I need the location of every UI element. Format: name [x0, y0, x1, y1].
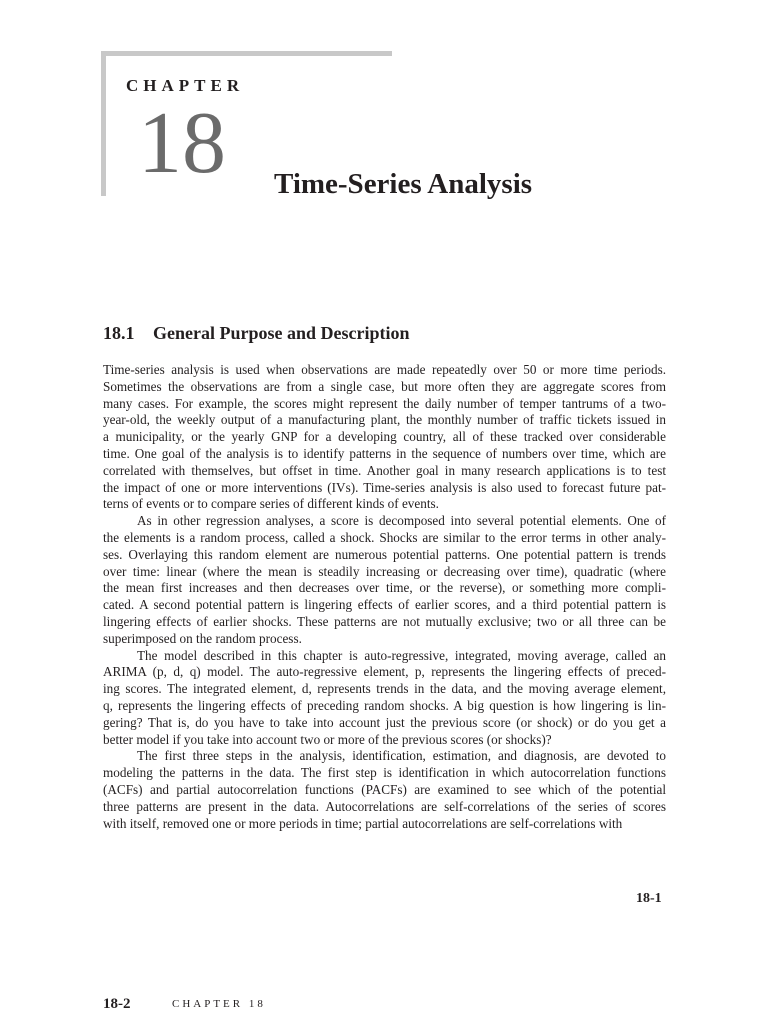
- paragraph: [103, 362, 666, 513]
- paragraph: [103, 648, 666, 749]
- footer-page-number: 18-2: [103, 996, 131, 1012]
- text-line: better model if you take into account two or more of the previous scores (or shocks)?: [103, 731, 552, 747]
- paragraph: [103, 748, 666, 832]
- footer-chapter-label: CHAPTER 18: [172, 998, 266, 1010]
- text-line: year-old, the weekly output of a manufacturing plant, the monthly number of traffic tickets issued in: [103, 412, 666, 428]
- text-line: terns of events or to compare series of different kinds of events.: [103, 496, 439, 512]
- chapter-bracket-top: [101, 51, 392, 56]
- paragraph: [103, 513, 666, 647]
- text-line: gering? That is, do you have to take into account just the previous score (or shock) or do you get a: [103, 714, 666, 730]
- chapter-title: Time-Series Analysis: [274, 168, 533, 200]
- text-line: over time: linear (where the mean is steadily increasing or decreasing over time), quadratic (where: [103, 563, 666, 579]
- text-line: ARIMA (p, d, q) model. The auto-regressive element, p, represents the lingering effects of preced-: [103, 664, 666, 680]
- text-line: modeling the patterns in the data. The first step is identification in which autocorrelation functions: [103, 765, 666, 781]
- section-heading: [103, 323, 410, 344]
- text-line: Time-series analysis is used when observations are made repeatedly over 50 or more time periods.: [103, 362, 666, 377]
- text-line: the mean first increases and then decreases over time, or the reverse), or something more compli-: [103, 580, 666, 596]
- text-line: ses. Overlaying this random element are numerous potential patterns. One potential pattern is trends: [103, 546, 666, 562]
- section-number: 18.1: [103, 323, 135, 343]
- text-line: the elements is a random process, called a shock. Shocks are similar to the error terms in other analy-: [103, 529, 666, 545]
- text-line: q, represents the lingering effects of preceding random shocks. A big question is how lingering is lin-: [103, 697, 666, 713]
- text-line: The first three steps in the analysis, identification, estimation, and diagnosis, are devoted to: [137, 748, 666, 764]
- section-title: General Purpose and Description: [153, 323, 410, 343]
- text-line: with itself, removed one or more periods in time; partial autocorrelations are self-correlations with: [103, 815, 623, 831]
- text-line: lingering effects of earlier shocks. These patterns are not mutually exclusive; two or all three can be: [103, 613, 666, 629]
- text-line: ing scores. The integrated element, d, represents trends in the data, and the moving average element,: [103, 681, 666, 697]
- text-line: superimposed on the random process.: [103, 630, 302, 646]
- text-line: the impact of one or more interventions (IVs). Time-series analysis is also used to forecast future pat-: [103, 479, 666, 495]
- page-number: 18-1: [636, 891, 662, 906]
- chapter-label: CHAPTER: [126, 76, 245, 95]
- chapter-number: 18: [138, 95, 226, 192]
- text-line: As in other regression analyses, a score is decomposed into several potential elements. One of: [137, 513, 666, 529]
- text-line: correlated with themselves, but offset in time. Another goal in many research applications is to test: [103, 462, 666, 478]
- text-line: time. One goal of the analysis is to identify patterns in the sequence of numbers over time, which are: [103, 445, 666, 461]
- text-line: Sometimes the observations are from a single case, but more often they are aggregate scores from: [103, 378, 666, 394]
- text-line: three patterns are present in the data. Autocorrelations are self-correlations of the series of scores: [103, 798, 666, 814]
- text-line: The model described in this chapter is auto-regressive, integrated, moving average, called an: [137, 647, 666, 663]
- text-line: many cases. For example, the scores might represent the daily number of temper tantrums of a two-: [103, 395, 666, 411]
- text-line: cated. A second potential pattern is lingering effects of earlier scores, and a third potential pattern is: [103, 597, 666, 613]
- text-line: (ACFs) and partial autocorrelation functions (PACFs) are examined to see which of the potential: [103, 781, 666, 797]
- text-line: a municipality, or the yearly GNP for a developing country, all of these tracked over considerable: [103, 429, 666, 445]
- chapter-bracket-left: [101, 51, 106, 196]
- body-text: [103, 362, 666, 832]
